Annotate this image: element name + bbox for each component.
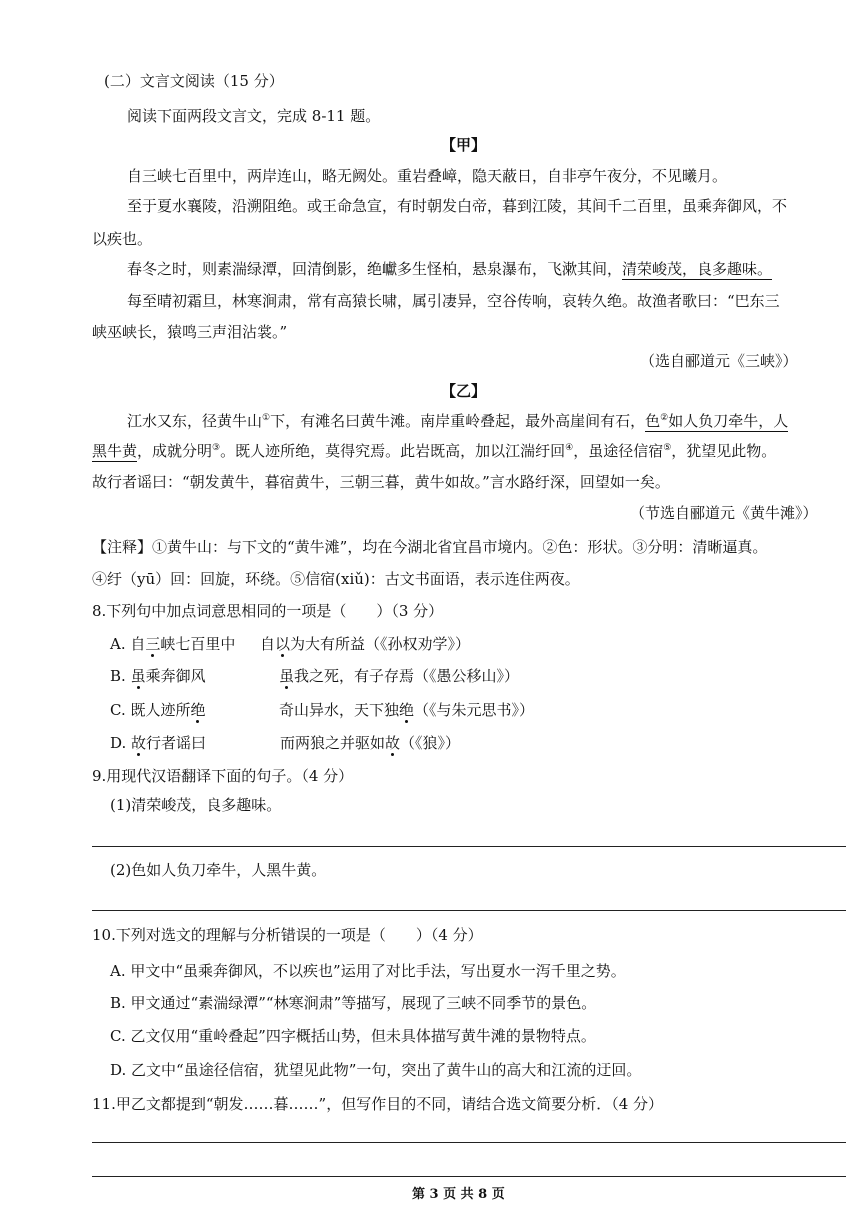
yi-text: 下，有滩名曰黄牛滩。南岸重岭叠起，最外高崖间有石，	[270, 412, 646, 430]
option-text: （《与朱元思书》）	[414, 701, 535, 719]
answer-line-11-2[interactable]	[92, 1176, 846, 1177]
question-11-stem: 11.甲乙文都提到“朝发……暮……”，但写作目的不同，请结合选文简要分析．（4 分）	[92, 1095, 664, 1113]
yi-source: （节选自郦道元《黄牛滩》）	[630, 504, 818, 522]
option-text: 乘奔御风	[145, 667, 206, 685]
yi-text: ，虽途径信宿	[573, 442, 664, 460]
notes-line-2: ④纡（yū）回：回旋，环绕。⑤信宿(xiǔ)：古文书面语，表示连住两夜。	[92, 570, 580, 588]
dotted-word: 虽	[130, 667, 146, 685]
question-8-option-c[interactable]	[110, 699, 534, 721]
jia-paragraph-4-line-1: 每至晴初霜旦，林寒涧肃，常有高猿长啸，属引凄异，空谷传响，哀转久绝。故渔者歌曰：“巴东三	[127, 292, 780, 310]
answer-line-11-1[interactable]	[92, 1142, 846, 1143]
yi-heading: 【乙】	[441, 382, 487, 400]
option-text: 行者谣曰	[146, 734, 207, 752]
question-10-stem: 10.下列对选文的理解与分析错误的一项是（ ）（4 分）	[92, 926, 483, 944]
footnote-ref: ④	[565, 443, 574, 453]
yi-underlined-sentence	[645, 412, 788, 432]
yi-line-3: 故行者谣曰：“朝发黄牛，暮宿黄牛，三朝三暮，黄牛如故。”言水路纡深，回望如一矣。	[92, 473, 670, 491]
question-9-sentence-2: (2)色如人负刀牵牛，人黑牛黄。	[110, 861, 327, 879]
jia-underlined-sentence: 清荣峻茂，良多趣味。	[622, 260, 773, 278]
question-9-stem: 9.用现代汉语翻译下面的句子。（4 分）	[92, 767, 354, 785]
option-text: 为大有所益（《孙权劝学》）	[290, 635, 471, 653]
option-text: D.	[110, 734, 132, 752]
footnote-ref: ②	[660, 413, 669, 423]
dotted-word: 故	[131, 734, 147, 752]
dotted-word: 以	[275, 635, 291, 653]
dotted-word: 虽	[279, 667, 295, 685]
question-8-stem: 8.下列句中加点词意思相同的一项是（ ）（3 分）	[92, 602, 444, 620]
page-number: 第 3 页 共 8 页	[412, 1187, 505, 1202]
question-10-option-c[interactable]: C. 乙文仅用“重岭叠起”四字概括山势，但未具体描写黄牛滩的景物特点。	[110, 1027, 596, 1045]
jia-source: （选自郦道元《三峡》）	[640, 352, 798, 370]
footnote-ref: ③	[212, 443, 221, 453]
option-text: B.	[110, 667, 131, 685]
dotted-word: 绝	[190, 701, 206, 719]
option-text: 而两狼之并驱如	[280, 734, 386, 752]
yi-text: 色	[645, 412, 661, 430]
jia-heading: 【甲】	[441, 136, 487, 154]
question-10-option-a[interactable]: A. 甲文中“虽乘奔御风，不以疾也”运用了对比手法，写出夏水一泻千里之势。	[110, 962, 626, 980]
yi-line-2	[92, 440, 776, 462]
section-title: (二）文言文阅读（15 分）	[104, 72, 284, 90]
question-9-sentence-1: (1)清荣峻茂，良多趣味。	[110, 796, 282, 814]
jia-paragraph-4-line-2: 峡巫峡长，猿鸣三声泪沾裳。”	[92, 323, 288, 341]
dotted-word: 故	[385, 734, 401, 752]
jia-paragraph-1: 自三峡七百里中，两岸连山，略无阙处。重岩叠嶂，隐天蔽日，自非亭午夜分，不见曦月。	[127, 167, 728, 185]
yi-text: 如人负刀牵牛，人	[668, 412, 789, 430]
dotted-word: 绝	[399, 701, 415, 719]
option-text: A. 自	[110, 635, 146, 653]
yi-text: 。既人迹所绝，莫得究焉。此岩既高，加以江湍纡回	[220, 442, 566, 460]
answer-line-9-2[interactable]	[92, 910, 846, 911]
option-text: 自	[260, 635, 276, 653]
option-text: （《狼》）	[400, 734, 461, 752]
yi-text: ，成就分明	[137, 442, 213, 460]
footnote-ref: ①	[262, 413, 271, 423]
option-text: 峡七百里中	[160, 635, 236, 653]
question-8-option-b[interactable]	[110, 665, 519, 687]
dotted-word: 三	[145, 635, 161, 653]
question-10-option-d[interactable]: D. 乙文中“虽途径信宿，犹望见此物”一句，突出了黄牛山的高大和江流的迂回。	[110, 1061, 642, 1079]
yi-line-1	[127, 410, 788, 432]
question-10-option-b[interactable]: B. 甲文通过“素湍绿潭”“林寒涧肃”等描写，展现了三峡不同季节的景色。	[110, 994, 597, 1012]
yi-text: ，犹望见此物。	[671, 442, 777, 460]
option-text: 奇山异水，天下独	[279, 701, 400, 719]
answer-line-9-1[interactable]	[92, 846, 846, 847]
option-text: 我之死，有子存焉（《愚公移山》）	[294, 667, 520, 685]
footnote-ref: ⑤	[663, 443, 672, 453]
question-8-option-d[interactable]	[110, 732, 460, 754]
option-text: C. 既人迹所	[110, 701, 191, 719]
jia-paragraph-2-line-1: 至于夏水襄陵，沿溯阻绝。或王命急宣，有时朝发白帝，暮到江陵，其间千二百里，虽乘奔御风，不	[127, 197, 788, 215]
notes-line-1: 【注释】①黄牛山：与下文的“黄牛滩”，均在今湖北省宜昌市境内。②色：形状。③分明：清晰逼真。	[92, 538, 768, 556]
question-8-option-a[interactable]	[110, 633, 470, 655]
yi-underlined-sentence-end: 黑牛黄	[92, 442, 138, 460]
jia-paragraph-2-line-2: 以疾也。	[92, 230, 153, 248]
instruction: 阅读下面两段文言文，完成 8-11 题。	[127, 107, 381, 125]
jia-paragraph-3	[127, 258, 772, 280]
yi-text: 江水又东，径黄牛山	[127, 412, 263, 430]
jia-paragraph-3-text: 春冬之时，则素湍绿潭，回清倒影，绝巘多生怪柏，悬泉瀑布，飞漱其间，	[127, 260, 623, 278]
